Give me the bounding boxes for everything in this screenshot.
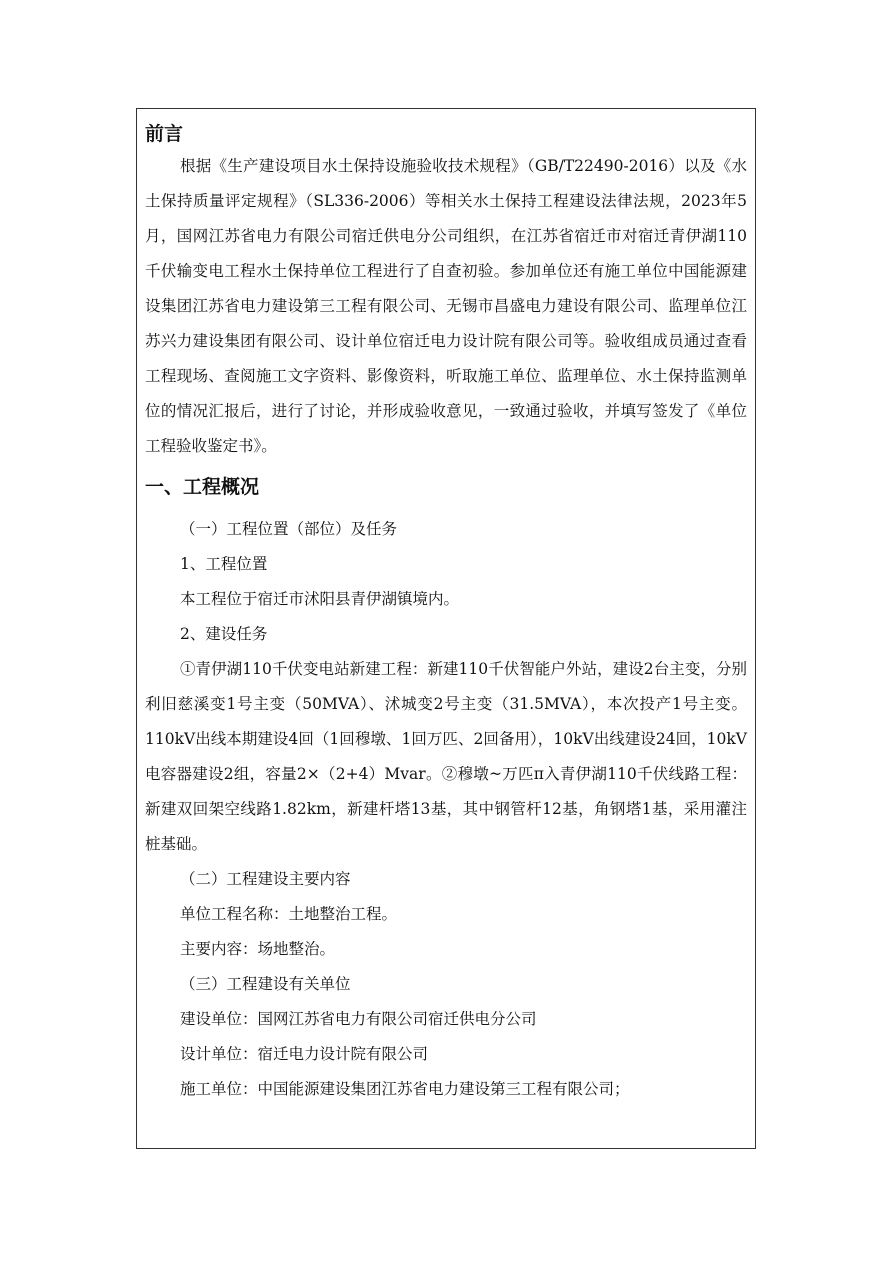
constructor-unit: 施工单位：中国能源建设集团江苏省电力建设第三工程有限公司； [180,1080,630,1098]
subsection-title-content: （二）工程建设主要内容 [180,870,351,888]
location-text: 本工程位于宿迁市沭阳县青伊湖镇境内。 [180,590,460,608]
main-content: 主要内容：场地整治。 [180,940,336,958]
tasks-paragraph: ①青伊湖110千伏变电站新建工程：新建110千伏智能户外站，建设2台主变，分别利旧慈溪变1号主变（50MVA）、沭城变2号主变（31.5MVA），本次投产1号主变。110kV出线本期建设4回（1回穆墩、1回万匹、2回备用），10kV出线建设24回，10kV电容器建设2组，容量2×（2+4）Mvar。②穆墩~万匹π入青伊湖110千伏线路工程：新建双回架空线路1.82km，新建杆塔13基，其中钢管杆12基，角钢塔1基，采用灌注桩基础。 [145,660,747,853]
item-title-location: 1、工程位置 [180,555,268,573]
builder-unit: 建设单位：国网江苏省电力有限公司宿迁供电分公司 [180,1010,537,1028]
document-content [145,109,747,1107]
section-heading-overview: 一、工程概况 [145,476,260,498]
unit-project-name: 单位工程名称：土地整治工程。 [180,905,398,923]
item-title-tasks: 2、建设任务 [180,625,268,643]
subsection-title-location: （一）工程位置（部位）及任务 [180,520,398,538]
designer-unit: 设计单位：宿迁电力设计院有限公司 [180,1045,429,1063]
preface-heading: 前言 [145,123,184,145]
preface-paragraph: 根据《生产建设项目水土保持设施验收技术规程》（GB/T22490-2016）以及《水土保持质量评定规程》（SL336-2006）等相关水土保持工程建设法律法规，2023年5月，国网江苏省电力有限公司宿迁供电分公司组织，在江苏省宿迁市对宿迁青伊湖110千伏输变电工程水土保持单位工程进行了自查初验。参加单位还有施工单位中国能源建设集团江苏省电力建设第三工程有限公司、无锡市昌盛电力建设有限公司、监理单位江苏兴力建设集团有限公司、设计单位宿迁电力设计院有限公司等。验收组成员通过查看工程现场、查阅施工文字资料、影像资料，听取施工单位、监理单位、水土保持监测单位的情况汇报后，进行了讨论，并形成验收意见，一致通过验收，并填写签发了《单位工程验收鉴定书》。 [145,157,747,455]
subsection-title-units: （三）工程建设有关单位 [180,975,351,993]
document-frame [136,108,756,1149]
